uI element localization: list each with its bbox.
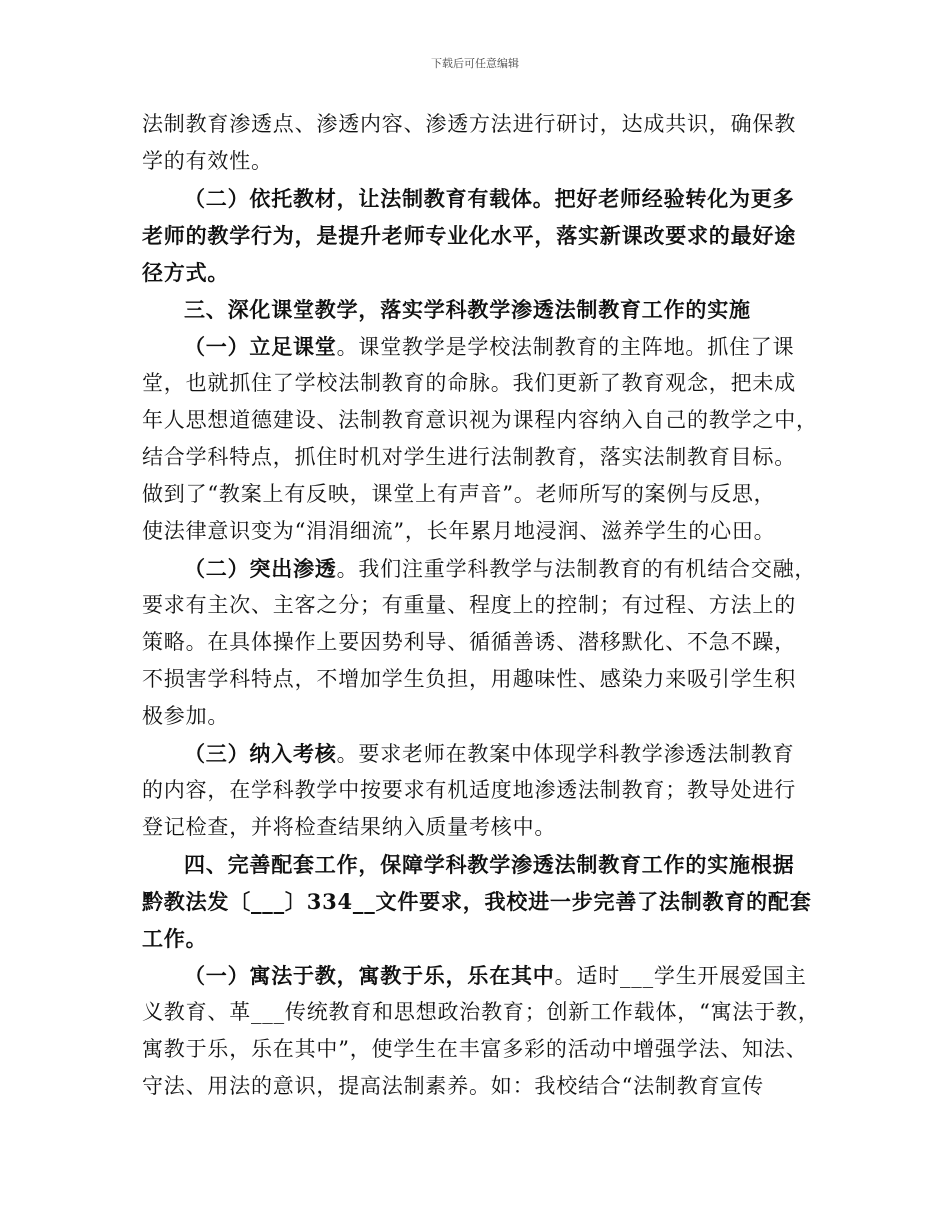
bold-text-run: 工作。: [142, 926, 208, 951]
text-run: 。适时___学生开展爱国主: [554, 964, 807, 988]
text-line: [142, 254, 822, 291]
text-line: [142, 1068, 822, 1105]
text-line: [142, 402, 822, 439]
text-run: 。我们注重学科教学与法制教育的有机结合交融，: [336, 557, 817, 581]
text-line: [142, 217, 822, 254]
text-run: 极参加。: [142, 704, 230, 728]
text-run: 义教育、革___传统教育和思想政治教育；创新工作载体，“寓法于教，: [142, 1000, 820, 1024]
text-run: 做到了“教案上有反映，课堂上有声音”。老师所写的案例与反思，: [142, 482, 776, 506]
text-line: [142, 698, 822, 735]
bold-text-run: （一）寓法于教，寓教于乐，乐在其中: [184, 963, 555, 988]
page-header: 下载后可任意编辑: [431, 57, 519, 70]
text-line: [142, 587, 822, 624]
text-line: [142, 661, 822, 698]
text-line: [142, 883, 822, 920]
text-run: 年人思想道德建设、法制教育意识视为课程内容纳入自己的教学之中，: [142, 408, 818, 432]
bold-text-run: （一）立足课堂: [184, 334, 337, 359]
bold-text-run: 老师的教学行为，是提升老师专业化水平，落实新课改要求的最好途: [142, 223, 796, 248]
text-line: [142, 809, 822, 846]
text-line: [142, 846, 822, 883]
text-line: [142, 365, 822, 402]
text-line: [142, 143, 822, 180]
bold-text-run: 径方式。: [142, 260, 230, 285]
text-run: 寓教于乐，乐在其中”，使学生在丰富多彩的活动中增强学法、知法、: [142, 1037, 808, 1061]
text-line: [142, 994, 822, 1031]
document-body: [142, 106, 822, 1105]
text-line: [142, 550, 822, 587]
text-line: [142, 106, 822, 143]
bold-text-run: 四、完善配套工作，保障学科教学渗透法制教育工作的实施根据: [184, 852, 795, 877]
text-line: [142, 439, 822, 476]
text-run: 使法律意识变为“涓涓细流”，长年累月地浸润、滋养学生的心田。: [142, 519, 776, 543]
text-line: [142, 957, 822, 994]
bold-text-run: （二）依托教材，让法制教育有载体。把好老师经验转化为更多: [184, 186, 795, 211]
text-run: 。课堂教学是学校法制教育的主阵地。抓住了课: [336, 335, 795, 359]
text-run: 结合学科特点，抓住时机对学生进行法制教育，落实法制教育目标。: [142, 445, 796, 469]
bold-text-run: 三、深化课堂教学，落实学科教学渗透法制教育工作的实施: [184, 297, 751, 322]
text-line: [142, 920, 822, 957]
text-line: [142, 624, 822, 661]
text-line: [142, 772, 822, 809]
text-run: 要求有主次、主客之分；有重量、程度上的控制；有过程、方法上的: [142, 593, 796, 617]
bold-text-run: 黔教法发〔___〕334__文件要求，我校进一步完善了法制教育的配套: [142, 889, 812, 914]
text-run: 守法、用法的意识，提高法制素养。如：我校结合“法制教育宣传: [142, 1074, 764, 1098]
text-line: [142, 328, 822, 365]
text-run: 策略。在具体操作上要因势利导、循循善诱、潜移默化、不急不躁，: [142, 630, 796, 654]
text-run: 登记检查，并将检查结果纳入质量考核中。: [142, 815, 557, 839]
text-run: 法制教育渗透点、渗透内容、渗透方法进行研讨，达成共识，确保教: [142, 112, 796, 136]
text-run: 。要求老师在教案中体现学科教学渗透法制教育: [336, 742, 795, 766]
bold-text-run: （三）纳入考核: [184, 741, 337, 766]
text-line: [142, 513, 822, 550]
text-run: 堂，也就抓住了学校法制教育的命脉。我们更新了教育观念，把未成: [142, 371, 796, 395]
bold-text-run: （二）突出渗透: [184, 556, 337, 581]
text-run: 学的有效性。: [142, 149, 273, 173]
text-line: [142, 291, 822, 328]
text-line: [142, 476, 822, 513]
text-line: [142, 735, 822, 772]
text-line: [142, 180, 822, 217]
text-line: [142, 1031, 822, 1068]
text-run: 的内容，在学科教学中按要求有机适度地渗透法制教育；教导处进行: [142, 778, 796, 802]
text-run: 不损害学科特点，不增加学生负担，用趣味性、感染力来吸引学生积: [142, 667, 796, 691]
